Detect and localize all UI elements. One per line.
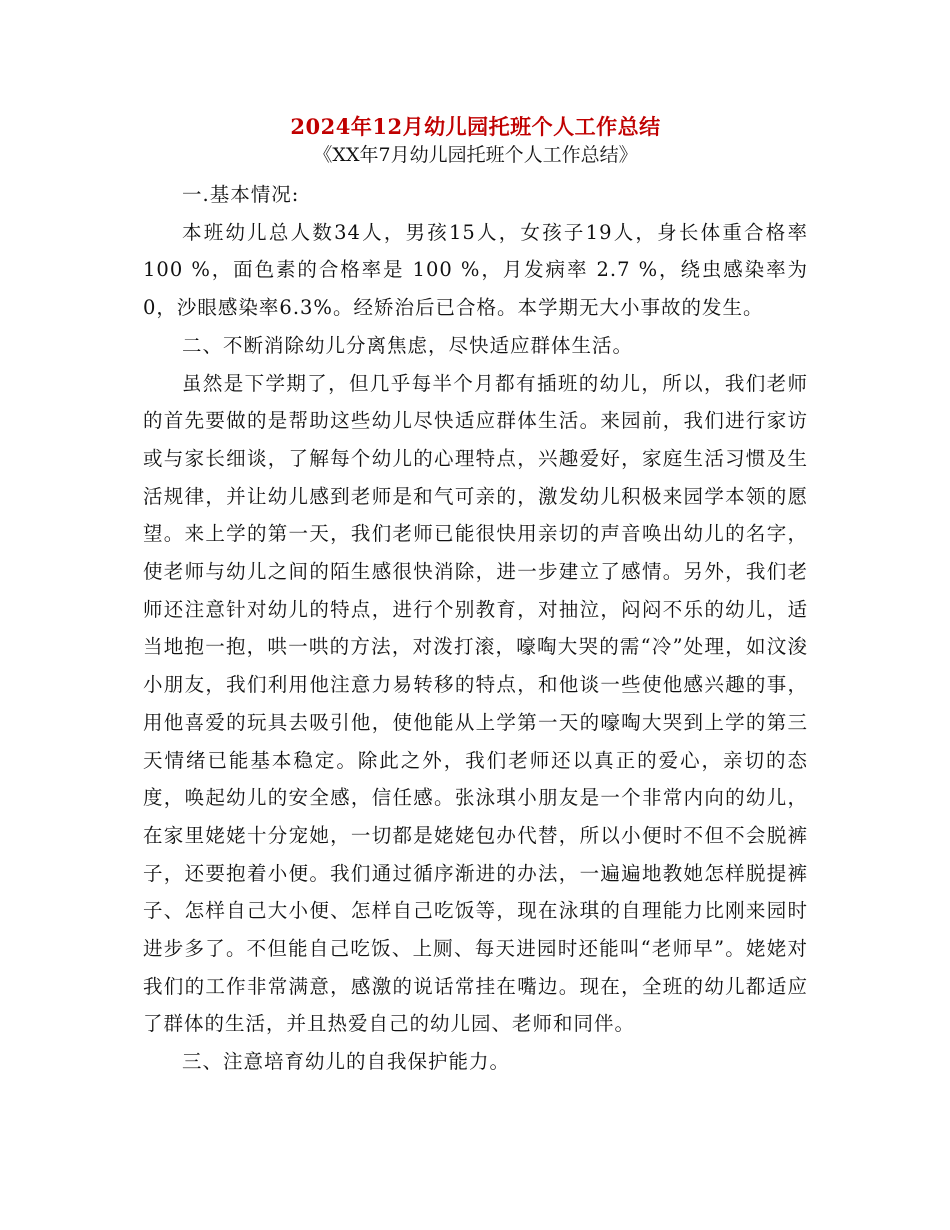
document-content (143, 112, 808, 1081)
paragraph-basic-info: 本班幼儿总人数34人，男孩15人，女孩子19人，身长体重合格率 100 %，面色素的合格率是 100 %，月发病率 2.7 %，绕虫感染率为0，沙眼感染率6.3%。经矫治后已合格。本学期无大小事故的发生。 (143, 220, 808, 320)
document-title: 2024年12月幼儿园托班个人工作总结 (290, 114, 661, 139)
section-heading-basic-info: 一.基本情况: (182, 183, 300, 206)
section-heading-separation-anxiety: 二、不断消除幼儿分离焦虑，尽快适应群体生活。 (182, 333, 634, 357)
document-subtitle: 《XX年7月幼儿园托班个人工作总结》 (313, 144, 638, 166)
section-heading-self-protection: 三、注意培育幼儿的自我保护能力。 (182, 1050, 511, 1074)
paragraph-separation-anxiety: 虽然是下学期了，但几乎每半个月都有插班的幼儿，所以，我们老师的首先要做的是帮助这些幼儿尽快适应群体生活。来园前，我们进行家访或与家长细谈，了解每个幼儿的心理特点，兴趣爱好，家庭生活习惯及生活规律，并让幼儿感到老师是和气可亲的，激发幼儿积极来园学本领的愿望。来上学的第一天，我们老师已能很快用亲切的声音唤出幼儿的名字，使老师与幼儿之间的陌生感很快消除，进一步建立了感情。另外，我们老师还注意针对幼儿的特点，进行个别教育，对抽泣，闷闷不乐的幼儿，适当地抱一抱，哄一哄的方法，对泼打滚，嚎啕大哭的需“冷”处理，如汶浚小朋友，我们利用他注意力易转移的特点，和他谈一些使他感兴趣的事，用他喜爱的玩具去吸引他，使他能从上学第一天的嚎啕大哭到上学的第三天情绪已能基本稳定。除此之外，我们老师还以真正的爱心，亲切的态度，唤起幼儿的安全感，信任感。张泳琪小朋友是一个非常内向的幼儿，在家里姥姥十分宠她，一切都是姥姥包办代替，所以小便时不但不会脱裤子，还要抱着小便。我们通过循序渐进的办法，一遍遍地教她怎样脱提裤子、怎样自己大小便、怎样自己吃饭等，现在泳琪的自理能力比刚来园时进步多了。不但能自己吃饭、上厕、每天进园时还能叫“老师早”。姥姥对我们的工作非常满意，感激的说话常挂在嘴边。现在，全班的幼儿都适应了群体的生活，并且热爱自己的幼儿园、老师和同伴。 (143, 371, 808, 1036)
